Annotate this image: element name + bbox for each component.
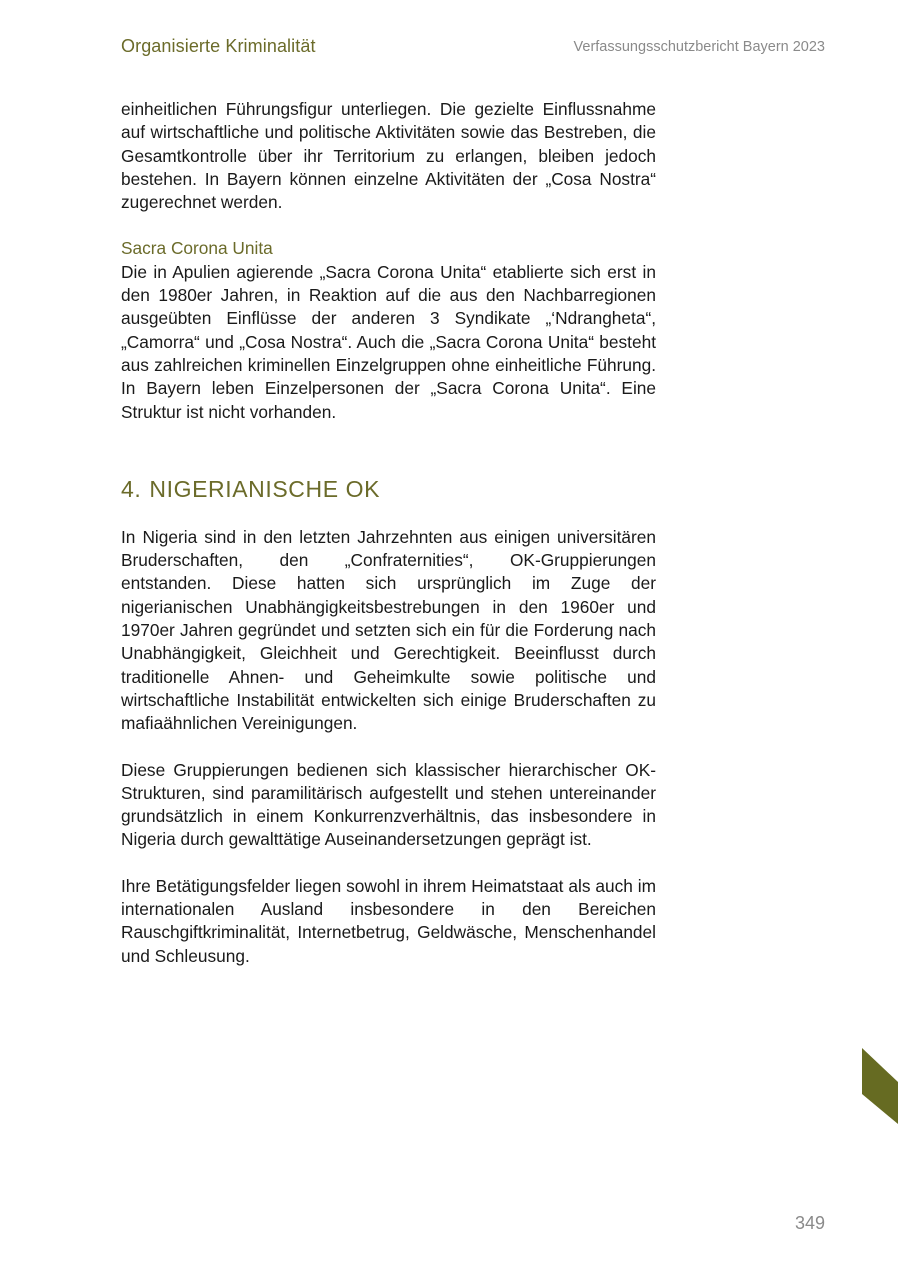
running-header-publication: Verfassungsschutzbericht Bayern 2023 [573,39,825,55]
section-heading [121,474,656,504]
sacra-corona-unita-paragraph: Die in Apulien agierende „Sacra Corona Unita“ etablierte sich erst in den 1980er Jahren, in Reaktion auf die aus den Nachbarregionen ausgeübten Einflüsse der anderen 3 Syndikate „‘Ndrangheta“, „Camorra“ und „Cosa Nostra“. Auch die „Sacra Corona Unita“ besteht aus zahlreichen kriminellen Einzelgruppen ohne einheitliche Führung. In Bayern leben Einzelpersonen der „Sacra Corona Unita“. Eine Struktur ist nicht vorhanden. [121,261,656,422]
section-title: NIGERIANISCHE OK [149,475,381,502]
chapter-tab-shape [862,1048,898,1124]
page-content [121,98,656,968]
page-number: 349 [794,1213,825,1233]
section-number: 4. [121,475,142,502]
body-paragraph: Ihre Betätigungsfelder liegen sowohl in ihrem Heimatstaat als auch im internationalen Ausland insbesondere in den Bereichen Rauschgiftkriminalität, Internetbetrug, Geldwäsche, Menschenhandel und Schleusung. [121,875,656,966]
subheading-sacra-corona-unita: Sacra Corona Unita [121,238,273,259]
body-paragraph: Diese Gruppierungen bedienen sich klassischer hierarchischer OK-Strukturen, sind paramilitärisch aufgestellt und stehen untereinander grundsätzlich in einem Konkurrenzverhältnis, das insbesondere in Nigeria durch gewalttätige Auseinandersetzungen geprägt ist. [121,759,656,850]
chapter-tab-marker [862,1048,898,1124]
intro-paragraph: einheitlichen Führungsfigur unterliegen. Die gezielte Einflussnahme auf wirtschaftliche und politische Aktivitäten sowie das Bestreben, die Gesamtkontrolle über ihr Territorium zu erlangen, bleiben jedoch bestehen. In Bayern können einzelne Aktivitäten der „Cosa Nostra“ zugerechnet werden. [121,99,656,213]
body-paragraph: In Nigeria sind in den letzten Jahrzehnten aus einigen universitären Bruderschaften, den „Confraternities“, OK-Gruppierungen entstanden. Diese hatten sich ursprünglich im Zuge der nigerianischen Unabhängigkeitsbestrebungen in den 1960er und 1970er Jahren gegründet und setzten sich ein für die Forderung nach Unabhängigkeit, Gleichheit und Gerechtigkeit. Beeinflusst durch traditionelle Ahnen- und Geheimkulte sowie politische und wirtschaftliche Instabilität entwickelten sich einige Bruderschaften zu mafiaähnlichen Vereinigungen. [121,526,656,734]
running-header-chapter: Organisierte Kriminalität [121,36,316,56]
